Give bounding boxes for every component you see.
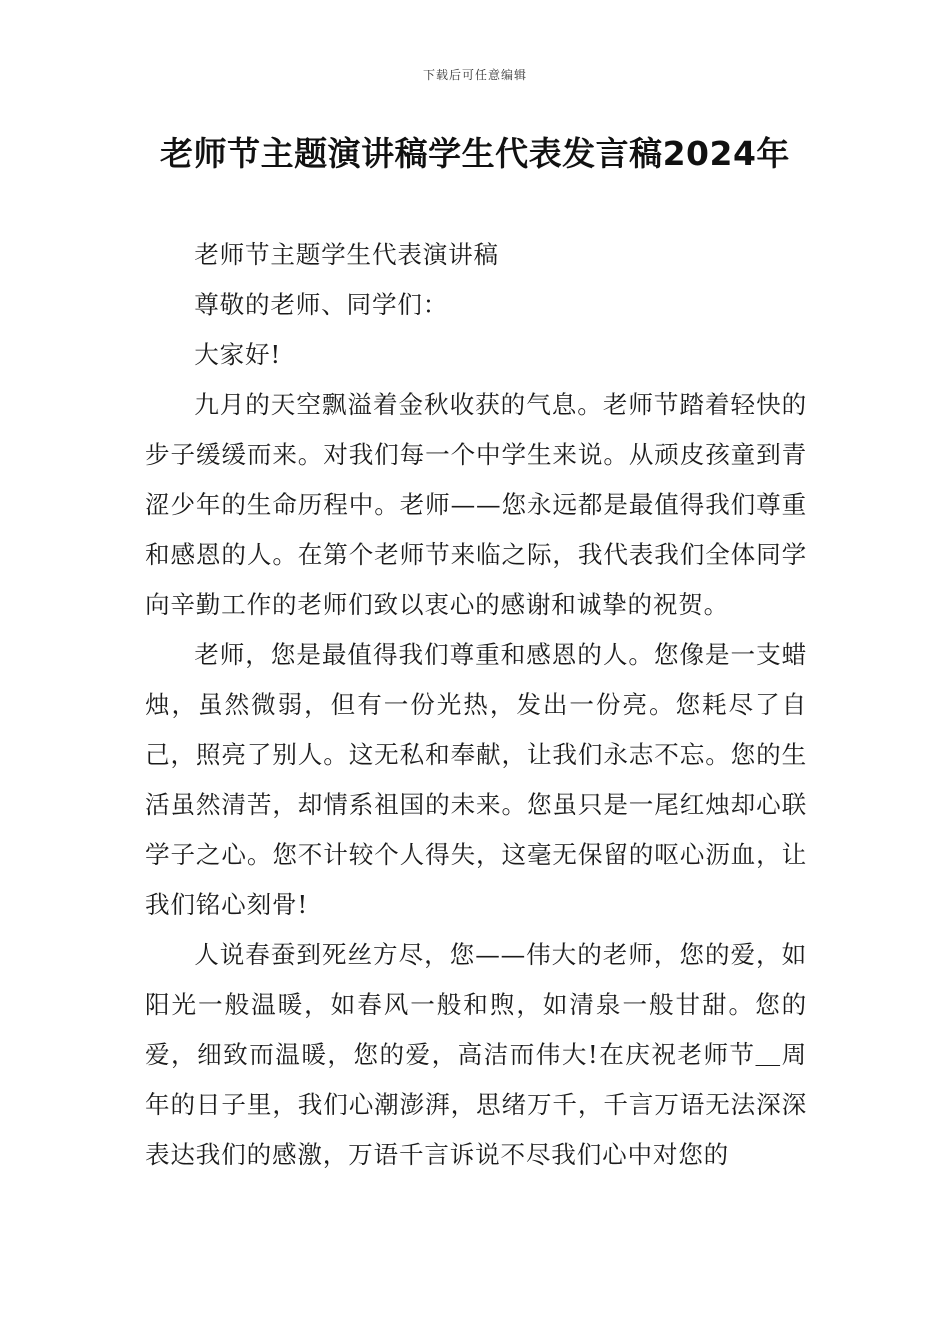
- paragraph-body-3: 人说春蚕到死丝方尽，您——伟大的老师，您的爱，如阳光一般温暖，如春风一般和煦，如清泉一般甘甜。您的爱，细致而温暖，您的爱，高洁而伟大!在庆祝老师节＿周年的日子里，我们心潮澎湃，思绪万千，千言万语无法深深表达我们的感激，万语千言诉说不尽我们心中对您的: [145, 940, 807, 1169]
- document-body: [145, 230, 807, 1180]
- paragraph-body-1: 九月的天空飘溢着金秋收获的气息。老师节踏着轻快的步子缓缓而来。对我们每一个中学生来说。从顽皮孩童到青涩少年的生命历程中。老师——您永远都是最值得我们尊重和感恩的人。在第个老师节来临之际，我代表我们全体同学向辛勤工作的老师们致以衷心的感谢和诚挚的祝贺。: [145, 390, 807, 619]
- paragraph-greeting: 大家好!: [194, 340, 282, 369]
- paragraph-speech-title: 老师节主题学生代表演讲稿: [194, 240, 499, 269]
- paragraph-salutation: 尊敬的老师、同学们：: [194, 290, 449, 319]
- document-title: 老师节主题演讲稿学生代表发言稿2024年: [160, 134, 790, 173]
- header-note: 下载后可任意编辑: [422, 68, 527, 82]
- paragraph-body-2: 老师，您是最值得我们尊重和感恩的人。您像是一支蜡烛，虽然微弱，但有一份光热，发出一份亮。您耗尽了自己，照亮了别人。这无私和奉献，让我们永志不忘。您的生活虽然清苦，却情系祖国的未来。您虽只是一尾红烛却心联学子之心。您不计较个人得失，这毫无保留的呕心沥血，让我们铭心刻骨!: [145, 640, 807, 919]
